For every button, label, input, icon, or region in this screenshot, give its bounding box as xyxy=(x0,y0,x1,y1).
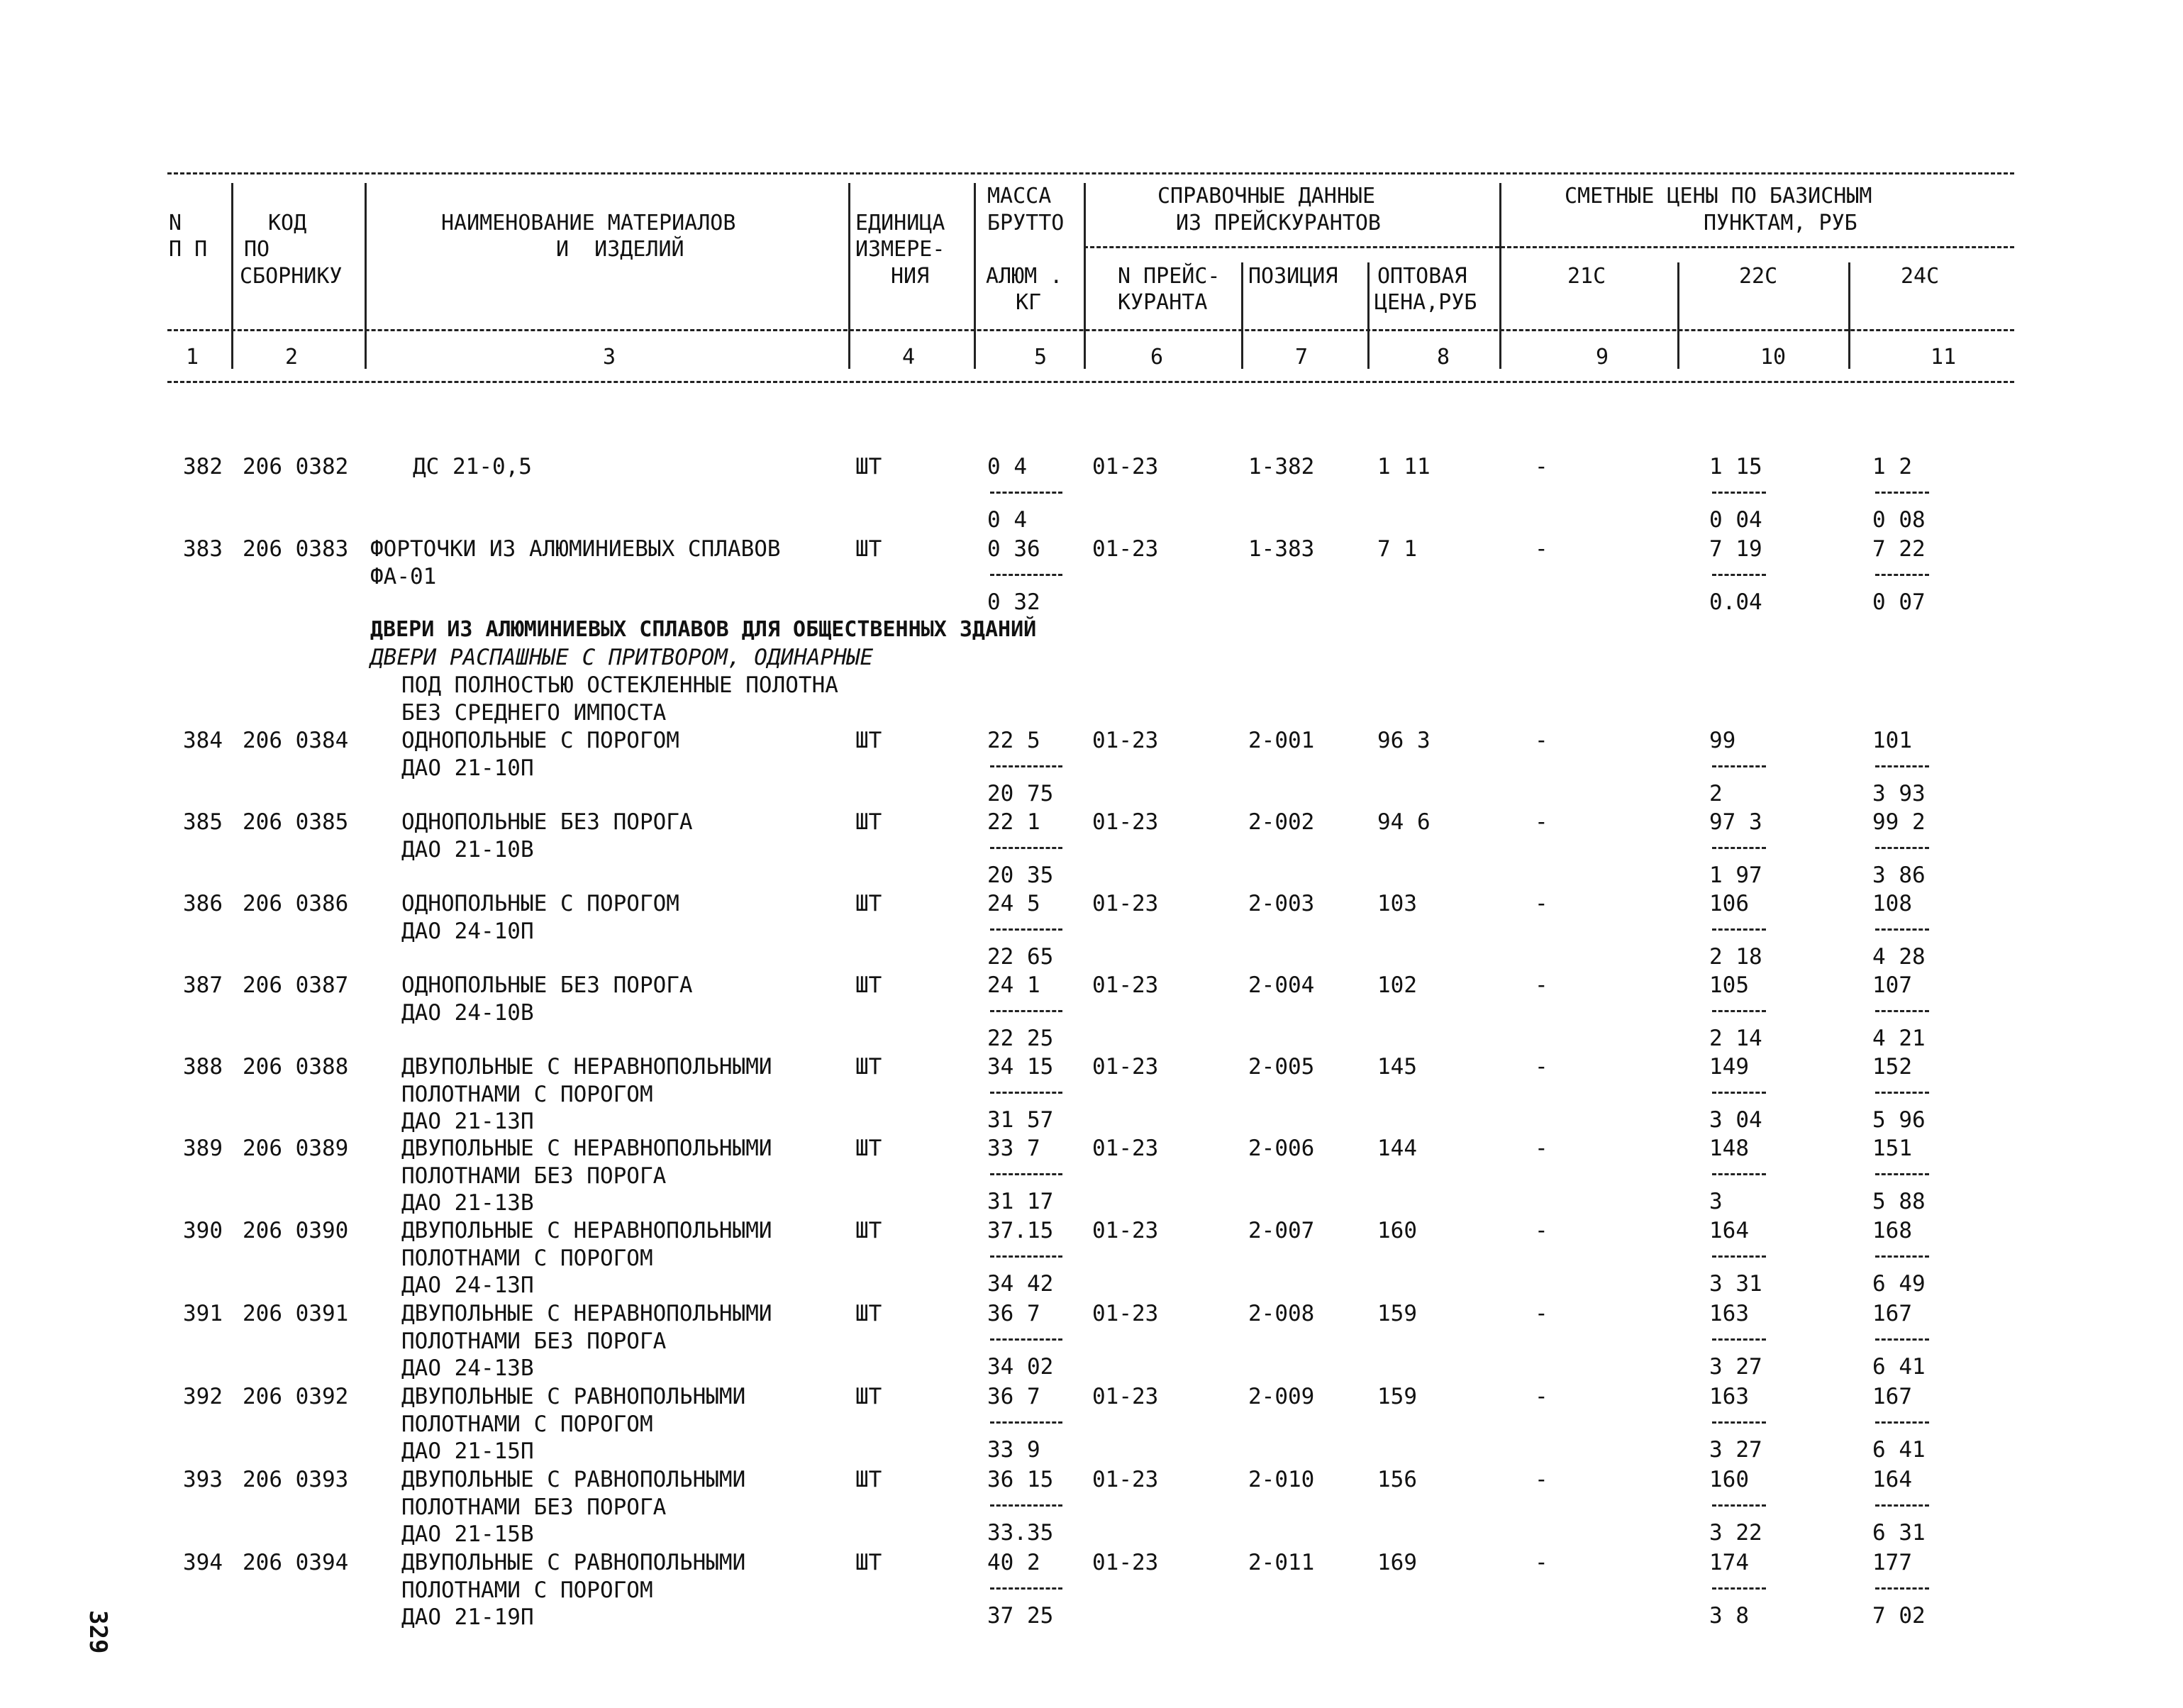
row-number: 394 xyxy=(183,1550,223,1575)
row-price-22c: 149 xyxy=(1709,1054,1749,1080)
price-22c-rule xyxy=(1712,928,1766,931)
row-pricelist-number: 01-23 xyxy=(1092,1136,1159,1161)
row-price-24c: 167 xyxy=(1872,1384,1912,1409)
row-price-24c: 152 xyxy=(1872,1054,1912,1080)
header-code-2: ПО xyxy=(244,237,270,262)
row-name-line: ДАО 21-15В xyxy=(401,1521,534,1547)
row-mass-gross: 24 1 xyxy=(987,972,1040,998)
row-number: 389 xyxy=(183,1136,223,1161)
row-unit: ШТ xyxy=(855,809,882,835)
row-name-line: ДАО 24-13В xyxy=(401,1355,534,1381)
row-pricelist-number: 01-23 xyxy=(1092,891,1159,916)
price-24c-rule xyxy=(1875,1092,1929,1094)
row-pricelist-number: 01-23 xyxy=(1092,1301,1159,1326)
row-pricelist-number: 01-23 xyxy=(1092,536,1159,562)
row-number: 384 xyxy=(183,728,223,753)
col-number: 4 xyxy=(902,345,916,370)
row-number: 391 xyxy=(183,1301,223,1326)
row-price-24c: 101 xyxy=(1872,728,1912,753)
col-separator xyxy=(1084,183,1086,369)
row-name-line: ДАО 24-13П xyxy=(401,1272,534,1298)
row-wholesale-price: 159 xyxy=(1377,1301,1417,1326)
row-price-24c: 164 xyxy=(1872,1467,1912,1492)
row-position: 2-010 xyxy=(1248,1467,1315,1492)
price-22c-rule xyxy=(1712,1173,1766,1175)
row-code: 206 0391 xyxy=(243,1301,349,1326)
row-price-24c-sub: 6 41 xyxy=(1872,1437,1926,1463)
row-name-line: ДВУПОЛЬНЫЕ С РАВНОПОЛЬНЫМИ xyxy=(401,1467,746,1492)
header-21c: 21С xyxy=(1567,264,1606,289)
row-pricelist-number: 01-23 xyxy=(1092,728,1159,753)
row-wholesale-price: 96 3 xyxy=(1377,728,1431,753)
row-price-22c: 163 xyxy=(1709,1301,1749,1326)
row-unit: ШТ xyxy=(855,1054,882,1080)
row-number: 387 xyxy=(183,972,223,998)
row-price-24c-sub: 6 31 xyxy=(1872,1520,1926,1546)
mass-fraction-rule xyxy=(990,1255,1062,1258)
row-price-22c-sub: 3 8 xyxy=(1709,1603,1749,1629)
page-number: 329 xyxy=(84,1610,112,1654)
mass-fraction-rule xyxy=(990,1092,1062,1094)
header-npp-1: N xyxy=(169,211,182,235)
row-price-24c: 168 xyxy=(1872,1218,1912,1243)
row-unit: ШТ xyxy=(855,1550,882,1575)
row-price-21c: - xyxy=(1535,1218,1548,1243)
row-price-22c: 164 xyxy=(1709,1218,1749,1243)
row-price-21c: - xyxy=(1535,1136,1548,1161)
row-code: 206 0389 xyxy=(243,1136,349,1161)
row-name-line: ДАО 21-19П xyxy=(401,1604,534,1630)
price-22c-rule xyxy=(1712,574,1766,576)
row-code: 206 0393 xyxy=(243,1467,349,1492)
row-pricelist-number: 01-23 xyxy=(1092,1550,1159,1575)
row-price-22c: 160 xyxy=(1709,1467,1749,1492)
price-24c-rule xyxy=(1875,1338,1929,1341)
header-price-1: ОПТОВАЯ xyxy=(1377,264,1467,289)
row-price-24c-sub: 0 07 xyxy=(1872,589,1926,615)
row-wholesale-price: 7 1 xyxy=(1377,536,1417,562)
row-price-22c: 97 3 xyxy=(1709,809,1762,835)
mass-fraction-rule xyxy=(990,1338,1062,1341)
row-price-22c-sub: 0.04 xyxy=(1709,589,1762,615)
header-kg: КГ xyxy=(1016,290,1042,315)
row-mass-gross: 37.15 xyxy=(987,1218,1054,1243)
row-name-line: ПОЛОТНАМИ С ПОРОГОМ xyxy=(401,1577,653,1603)
row-unit: ШТ xyxy=(855,891,882,916)
header-unit-1: ЕДИНИЦА xyxy=(855,211,945,235)
row-number: 392 xyxy=(183,1384,223,1409)
price-24c-rule xyxy=(1875,928,1929,931)
row-price-22c-sub: 3 xyxy=(1709,1189,1723,1214)
row-mass-alum: 22 25 xyxy=(987,1026,1054,1051)
mass-fraction-rule xyxy=(990,1587,1062,1590)
row-unit: ШТ xyxy=(855,1467,882,1492)
row-price-24c: 7 22 xyxy=(1872,536,1926,562)
row-mass-gross: 36 7 xyxy=(987,1301,1040,1326)
row-price-22c-sub: 3 27 xyxy=(1709,1354,1762,1380)
header-top-rule xyxy=(167,172,2014,174)
col-number: 9 xyxy=(1596,345,1609,370)
row-price-22c-sub: 3 27 xyxy=(1709,1437,1762,1463)
row-code: 206 0385 xyxy=(243,809,349,835)
header-bottom-rule xyxy=(167,381,2014,383)
row-code: 206 0384 xyxy=(243,728,349,753)
price-22c-rule xyxy=(1712,1421,1766,1424)
row-number: 382 xyxy=(183,454,223,479)
row-price-22c: 106 xyxy=(1709,891,1749,916)
header-rule-mid xyxy=(167,329,2014,331)
row-number: 393 xyxy=(183,1467,223,1492)
row-mass-alum: 34 42 xyxy=(987,1271,1054,1297)
row-price-21c: - xyxy=(1535,972,1548,998)
header-unit-2: ИЗМЕРЕ- xyxy=(855,237,945,262)
row-name-line: ДВУПОЛЬНЫЕ С НЕРАВНОПОЛЬНЫМИ xyxy=(401,1218,772,1243)
row-price-24c: 108 xyxy=(1872,891,1912,916)
price-22c-rule xyxy=(1712,1092,1766,1094)
row-mass-gross: 36 15 xyxy=(987,1467,1054,1492)
row-mass-alum: 31 57 xyxy=(987,1107,1054,1133)
mass-fraction-rule xyxy=(990,574,1062,576)
row-price-24c-sub: 4 21 xyxy=(1872,1026,1926,1051)
price-24c-rule xyxy=(1875,1255,1929,1258)
price-24c-rule xyxy=(1875,765,1929,767)
row-position: 2-002 xyxy=(1248,809,1315,835)
row-number: 386 xyxy=(183,891,223,916)
header-mass-2: БРУТТО xyxy=(987,211,1065,235)
row-wholesale-price: 103 xyxy=(1377,891,1417,916)
price-22c-rule xyxy=(1712,847,1766,849)
mass-fraction-rule xyxy=(990,1010,1062,1012)
row-pricelist-number: 01-23 xyxy=(1092,1054,1159,1080)
section-sub2: ПОД ПОЛНОСТЬЮ ОСТЕКЛЕННЫЕ ПОЛОТНА xyxy=(401,672,838,698)
row-position: 1-383 xyxy=(1248,536,1315,562)
row-unit: ШТ xyxy=(855,728,882,753)
row-mass-gross: 24 5 xyxy=(987,891,1040,916)
row-price-22c: 99 xyxy=(1709,728,1736,753)
row-pricelist-number: 01-23 xyxy=(1092,454,1159,479)
header-smeta-1: СМЕТНЫЕ ЦЕНЫ ПО БАЗИСНЫМ xyxy=(1565,184,1872,209)
row-mass-alum: 34 02 xyxy=(987,1354,1054,1380)
row-name-line: ДС 21-0,5 xyxy=(413,454,532,479)
row-price-24c: 177 xyxy=(1872,1550,1912,1575)
row-unit: ШТ xyxy=(855,1136,882,1161)
row-name-line: ДВУПОЛЬНЫЕ С НЕРАВНОПОЛЬНЫМИ xyxy=(401,1136,772,1161)
col-separator xyxy=(1241,262,1243,369)
header-ref-1: СПРАВОЧНЫЕ ДАННЫЕ xyxy=(1157,184,1376,209)
row-mass-gross: 0 36 xyxy=(987,536,1040,562)
row-name-line: ПОЛОТНАМИ БЕЗ ПОРОГА xyxy=(401,1329,667,1354)
price-24c-rule xyxy=(1875,1173,1929,1175)
row-position: 2-009 xyxy=(1248,1384,1315,1409)
section-title: ДВЕРИ ИЗ АЛЮМИНИЕВЫХ СПЛАВОВ ДЛЯ ОБЩЕСТВЕННЫХ ЗДАНИЙ xyxy=(370,617,1037,642)
row-mass-alum: 37 25 xyxy=(987,1603,1054,1629)
row-price-22c-sub: 0 04 xyxy=(1709,507,1762,533)
row-pricelist-number: 01-23 xyxy=(1092,1218,1159,1243)
row-price-24c: 107 xyxy=(1872,972,1912,998)
row-mass-gross: 36 7 xyxy=(987,1384,1040,1409)
row-number: 388 xyxy=(183,1054,223,1080)
header-name-1: НАИМЕНОВАНИЕ МАТЕРИАЛОВ xyxy=(441,211,736,235)
row-position: 2-005 xyxy=(1248,1054,1315,1080)
row-number: 385 xyxy=(183,809,223,835)
row-name-line: ОДНОПОЛЬНЫЕ БЕЗ ПОРОГА xyxy=(401,972,693,998)
row-mass-alum: 22 65 xyxy=(987,944,1054,970)
row-mass-gross: 22 1 xyxy=(987,809,1040,835)
row-price-24c-sub: 5 96 xyxy=(1872,1107,1926,1133)
col-separator xyxy=(974,183,976,369)
row-price-21c: - xyxy=(1535,1384,1548,1409)
row-price-24c: 99 2 xyxy=(1872,809,1926,835)
header-price-2: ЦЕНА,РУБ xyxy=(1374,290,1477,315)
row-price-22c-sub: 3 31 xyxy=(1709,1271,1762,1297)
row-wholesale-price: 169 xyxy=(1377,1550,1417,1575)
row-price-21c: - xyxy=(1535,728,1548,753)
header-24c: 24С xyxy=(1901,264,1940,289)
row-price-22c-sub: 2 14 xyxy=(1709,1026,1762,1051)
price-24c-rule xyxy=(1875,574,1929,576)
row-price-21c: - xyxy=(1535,454,1548,479)
row-wholesale-price: 144 xyxy=(1377,1136,1417,1161)
row-name-line: ДАО 21-10П xyxy=(401,755,534,781)
row-code: 206 0387 xyxy=(243,972,349,998)
price-22c-rule xyxy=(1712,765,1766,767)
row-name-line: ОДНОПОЛЬНЫЕ С ПОРОГОМ xyxy=(401,728,679,753)
row-name-line: ДАО 21-10В xyxy=(401,837,534,863)
row-price-24c-sub: 6 41 xyxy=(1872,1354,1926,1380)
row-mass-gross: 34 15 xyxy=(987,1054,1054,1080)
row-price-22c: 1 15 xyxy=(1709,454,1762,479)
row-mass-alum: 0 32 xyxy=(987,589,1040,615)
row-position: 2-011 xyxy=(1248,1550,1315,1575)
price-22c-rule xyxy=(1712,1504,1766,1507)
header-22c: 22С xyxy=(1739,264,1778,289)
header-pk-1: N ПРЕЙС- xyxy=(1118,264,1221,289)
col-number: 10 xyxy=(1760,345,1787,370)
row-name-line: ФОРТОЧКИ ИЗ АЛЮМИНИЕВЫХ СПЛАВОВ xyxy=(370,536,781,562)
col-separator xyxy=(1677,262,1679,369)
price-group-rule xyxy=(1501,246,2014,248)
row-pricelist-number: 01-23 xyxy=(1092,1384,1159,1409)
section-subtitle: ДВЕРИ РАСПАШНЫЕ С ПРИТВОРОМ, ОДИНАРНЫЕ xyxy=(370,645,874,670)
mass-fraction-rule xyxy=(990,847,1062,849)
row-pricelist-number: 01-23 xyxy=(1092,809,1159,835)
mass-fraction-rule xyxy=(990,1421,1062,1424)
row-wholesale-price: 156 xyxy=(1377,1467,1417,1492)
row-price-24c: 151 xyxy=(1872,1136,1912,1161)
col-number: 8 xyxy=(1437,345,1450,370)
col-number: 1 xyxy=(186,345,199,370)
row-mass-gross: 22 5 xyxy=(987,728,1040,753)
col-separator xyxy=(1367,262,1370,369)
row-price-22c-sub: 3 22 xyxy=(1709,1520,1762,1546)
price-24c-rule xyxy=(1875,1587,1929,1590)
header-smeta-2: ПУНКТАМ, РУБ xyxy=(1704,211,1857,235)
price-22c-rule xyxy=(1712,1587,1766,1590)
header-code-3: СБОРНИКУ xyxy=(240,264,343,289)
row-name-line: ФА-01 xyxy=(370,564,437,589)
row-code: 206 0392 xyxy=(243,1384,349,1409)
row-price-22c-sub: 1 97 xyxy=(1709,863,1762,888)
header-code-1: КОД xyxy=(268,211,307,235)
row-name-line: ОДНОПОЛЬНЫЕ С ПОРОГОМ xyxy=(401,891,679,916)
row-mass-alum: 33 9 xyxy=(987,1437,1040,1463)
col-number: 11 xyxy=(1931,345,1957,370)
row-price-22c: 174 xyxy=(1709,1550,1749,1575)
row-price-24c-sub: 3 93 xyxy=(1872,781,1926,806)
price-24c-rule xyxy=(1875,1421,1929,1424)
row-mass-gross: 0 4 xyxy=(987,454,1027,479)
row-price-22c: 148 xyxy=(1709,1136,1749,1161)
row-unit: ШТ xyxy=(855,536,882,562)
row-price-22c: 163 xyxy=(1709,1384,1749,1409)
row-price-22c-sub: 3 04 xyxy=(1709,1107,1762,1133)
col-number: 6 xyxy=(1150,345,1164,370)
price-24c-rule xyxy=(1875,847,1929,849)
col-separator xyxy=(1848,262,1850,369)
row-name-line: ДАО 21-15П xyxy=(401,1438,534,1464)
row-price-24c-sub: 6 49 xyxy=(1872,1271,1926,1297)
col-number: 5 xyxy=(1034,345,1048,370)
price-22c-rule xyxy=(1712,1010,1766,1012)
row-code: 206 0383 xyxy=(243,536,349,562)
mass-fraction-rule xyxy=(990,492,1062,494)
mass-fraction-rule xyxy=(990,1173,1062,1175)
row-code: 206 0394 xyxy=(243,1550,349,1575)
row-unit: ШТ xyxy=(855,1301,882,1326)
row-number: 390 xyxy=(183,1218,223,1243)
row-price-24c-sub: 3 86 xyxy=(1872,863,1926,888)
row-unit: ШТ xyxy=(855,972,882,998)
row-wholesale-price: 102 xyxy=(1377,972,1417,998)
row-price-21c: - xyxy=(1535,536,1548,562)
row-wholesale-price: 159 xyxy=(1377,1384,1417,1409)
row-price-24c: 1 2 xyxy=(1872,454,1912,479)
header-pk-2: КУРАНТА xyxy=(1118,290,1208,315)
row-name-line: ПОЛОТНАМИ С ПОРОГОМ xyxy=(401,1082,653,1107)
row-name-line: ДАО 24-10П xyxy=(401,919,534,944)
row-wholesale-price: 160 xyxy=(1377,1218,1417,1243)
row-mass-gross: 33 7 xyxy=(987,1136,1040,1161)
row-price-21c: - xyxy=(1535,1301,1548,1326)
row-name-line: ДАО 21-13П xyxy=(401,1109,534,1134)
row-price-24c-sub: 7 02 xyxy=(1872,1603,1926,1629)
row-price-21c: - xyxy=(1535,1054,1548,1080)
price-22c-rule xyxy=(1712,1255,1766,1258)
row-position: 2-001 xyxy=(1248,728,1315,753)
row-price-24c-sub: 0 08 xyxy=(1872,507,1926,533)
row-code: 206 0382 xyxy=(243,454,349,479)
row-position: 2-008 xyxy=(1248,1301,1315,1326)
row-mass-alum: 20 35 xyxy=(987,863,1054,888)
row-mass-alum: 0 4 xyxy=(987,507,1027,533)
row-unit: ШТ xyxy=(855,1218,882,1243)
row-wholesale-price: 1 11 xyxy=(1377,454,1431,479)
price-24c-rule xyxy=(1875,1504,1929,1507)
row-position: 1-382 xyxy=(1248,454,1315,479)
row-price-24c-sub: 5 88 xyxy=(1872,1189,1926,1214)
row-code: 206 0390 xyxy=(243,1218,349,1243)
row-name-line: ДВУПОЛЬНЫЕ С НЕРАВНОПОЛЬНЫМИ xyxy=(401,1301,772,1326)
col-separator xyxy=(848,183,850,369)
row-name-line: ПОЛОТНАМИ С ПОРОГОМ xyxy=(401,1246,653,1271)
row-price-21c: - xyxy=(1535,1550,1548,1575)
col-separator xyxy=(1499,183,1501,369)
row-pricelist-number: 01-23 xyxy=(1092,972,1159,998)
row-unit: ШТ xyxy=(855,454,882,479)
row-code: 206 0386 xyxy=(243,891,349,916)
row-price-24c: 167 xyxy=(1872,1301,1912,1326)
row-unit: ШТ xyxy=(855,1384,882,1409)
header-name-2: И ИЗДЕЛИЙ xyxy=(556,237,684,262)
row-price-21c: - xyxy=(1535,891,1548,916)
price-22c-rule xyxy=(1712,1338,1766,1341)
row-price-24c-sub: 4 28 xyxy=(1872,944,1926,970)
row-position: 2-004 xyxy=(1248,972,1315,998)
row-wholesale-price: 145 xyxy=(1377,1054,1417,1080)
ref-group-rule xyxy=(1084,246,1499,248)
row-name-line: ПОЛОТНАМИ С ПОРОГОМ xyxy=(401,1412,653,1437)
row-price-22c: 105 xyxy=(1709,972,1749,998)
mass-fraction-rule xyxy=(990,1504,1062,1507)
row-number: 383 xyxy=(183,536,223,562)
mass-fraction-rule xyxy=(990,928,1062,931)
row-position: 2-006 xyxy=(1248,1136,1315,1161)
col-number: 3 xyxy=(603,345,616,370)
row-name-line: ПОЛОТНАМИ БЕЗ ПОРОГА xyxy=(401,1163,667,1189)
row-code: 206 0388 xyxy=(243,1054,349,1080)
row-price-22c-sub: 2 xyxy=(1709,781,1723,806)
header-npp-2: П П xyxy=(169,237,208,262)
row-price-21c: - xyxy=(1535,1467,1548,1492)
price-22c-rule xyxy=(1712,492,1766,494)
header-mass-1: МАССА xyxy=(987,184,1052,209)
row-position: 2-003 xyxy=(1248,891,1315,916)
row-mass-alum: 31 17 xyxy=(987,1189,1054,1214)
row-name-line: ПОЛОТНАМИ БЕЗ ПОРОГА xyxy=(401,1494,667,1520)
header-alum: АЛЮМ . xyxy=(986,264,1063,289)
mass-fraction-rule xyxy=(990,765,1062,767)
row-pricelist-number: 01-23 xyxy=(1092,1467,1159,1492)
col-separator xyxy=(365,183,367,369)
row-name-line: ДАО 24-10В xyxy=(401,1000,534,1026)
row-mass-alum: 20 75 xyxy=(987,781,1054,806)
header-unit-3: НИЯ xyxy=(891,264,930,289)
row-price-21c: - xyxy=(1535,809,1548,835)
header-ref-2: ИЗ ПРЕЙСКУРАНТОВ xyxy=(1176,211,1381,235)
col-separator xyxy=(231,183,233,369)
header-position: ПОЗИЦИЯ xyxy=(1248,264,1338,289)
row-mass-alum: 33.35 xyxy=(987,1520,1054,1546)
row-wholesale-price: 94 6 xyxy=(1377,809,1431,835)
row-price-22c: 7 19 xyxy=(1709,536,1762,562)
row-position: 2-007 xyxy=(1248,1218,1315,1243)
row-name-line: ОДНОПОЛЬНЫЕ БЕЗ ПОРОГА xyxy=(401,809,693,835)
row-name-line: ДВУПОЛЬНЫЕ С РАВНОПОЛЬНЫМИ xyxy=(401,1384,746,1409)
row-name-line: ДАО 21-13В xyxy=(401,1190,534,1216)
row-name-line: ДВУПОЛЬНЫЕ С НЕРАВНОПОЛЬНЫМИ xyxy=(401,1054,772,1080)
price-24c-rule xyxy=(1875,1010,1929,1012)
row-name-line: ДВУПОЛЬНЫЕ С РАВНОПОЛЬНЫМИ xyxy=(401,1550,746,1575)
row-mass-gross: 40 2 xyxy=(987,1550,1040,1575)
col-number: 2 xyxy=(285,345,299,370)
row-price-22c-sub: 2 18 xyxy=(1709,944,1762,970)
price-24c-rule xyxy=(1875,492,1929,494)
section-sub3: БЕЗ СРЕДНЕГО ИМПОСТА xyxy=(401,700,667,726)
col-number: 7 xyxy=(1295,345,1309,370)
